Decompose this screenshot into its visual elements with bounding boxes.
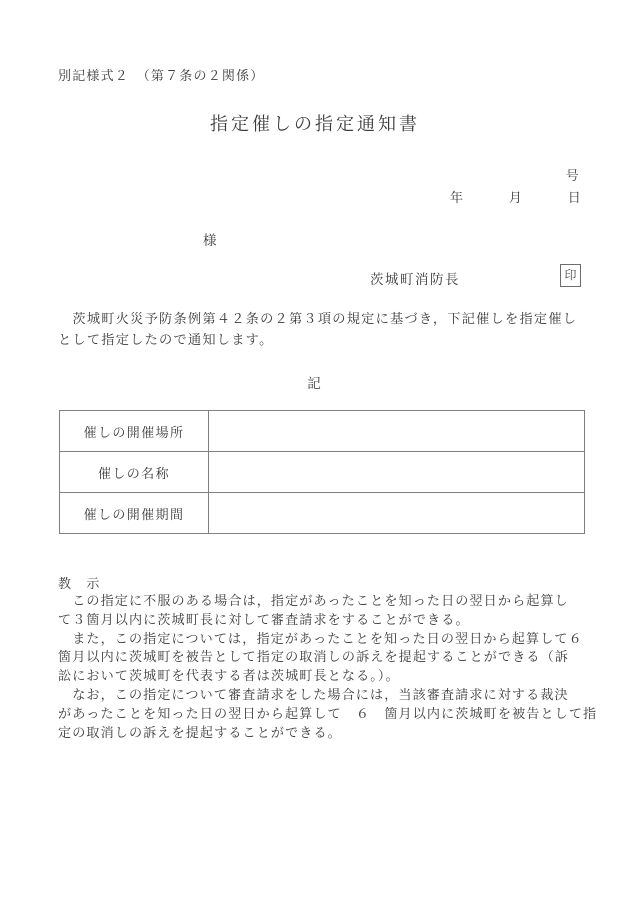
instructions-line-4: 箇月以内に茨城町を被告として指定の取消しの訴えを提起することができる（訴	[58, 650, 569, 666]
instructions-line-6: なお，この指定について審査請求をした場合には，当該審査請求に対する裁決	[58, 687, 569, 703]
table-row	[60, 493, 585, 534]
row-label-venue: 催しの開催場所	[60, 411, 209, 452]
issuer-name: 茨城町消防長	[370, 272, 460, 288]
seal-stamp-box: 印	[560, 264, 581, 287]
row-value-period[interactable]	[209, 493, 585, 534]
addressee-suffix: 様	[203, 233, 218, 249]
document-meta-block	[450, 166, 582, 210]
body-line-2: として指定したので通知します。	[58, 333, 274, 348]
month-label: 月	[508, 191, 524, 206]
instructions-line-8: 定の取消しの訴えを提起することができる。	[58, 725, 342, 741]
instructions-line-7: があったことを知った日の翌日から起算して ６ 箇月以内に茨城町を被告として指	[58, 706, 598, 722]
document-number-label: 号	[565, 169, 580, 184]
instructions-line-1: この指定に不服のある場合は，指定があったことを知った日の翌日から起算し	[58, 594, 569, 609]
row-label-name: 催しの名称	[60, 452, 209, 493]
year-label: 年	[450, 191, 465, 206]
table-row	[60, 452, 585, 493]
table-row	[60, 411, 585, 452]
instructions-body	[58, 593, 598, 743]
event-details-table	[59, 410, 585, 534]
row-value-name[interactable]	[209, 452, 585, 493]
document-title: 指定催しの指定通知書	[210, 114, 420, 135]
body-paragraph	[58, 309, 578, 351]
instructions-title: 教 示	[58, 577, 101, 592]
day-label: 日	[567, 191, 582, 206]
instructions-line-2: て３箇月以内に茨城町長に対して審査請求をすることができる。	[58, 612, 470, 628]
ki-marker: 記	[307, 376, 323, 392]
instructions-line-3: また，この指定については，指定があったことを知った日の翌日から起算して６	[58, 631, 583, 647]
instructions-line-5: 訟において茨城町を代表する者は茨城町長となる。）。	[58, 669, 400, 685]
issuer-row	[370, 268, 577, 288]
row-value-venue[interactable]	[209, 411, 585, 452]
row-label-period: 催しの開催期間	[60, 493, 209, 534]
document-date-line	[450, 188, 582, 210]
form-number-label: 別記様式２ （第７条の２関係）	[58, 69, 265, 84]
body-line-1: 茨城町火災予防条例第４２条の２第３項の規定に基づき，下記催しを指定催し	[58, 312, 578, 327]
